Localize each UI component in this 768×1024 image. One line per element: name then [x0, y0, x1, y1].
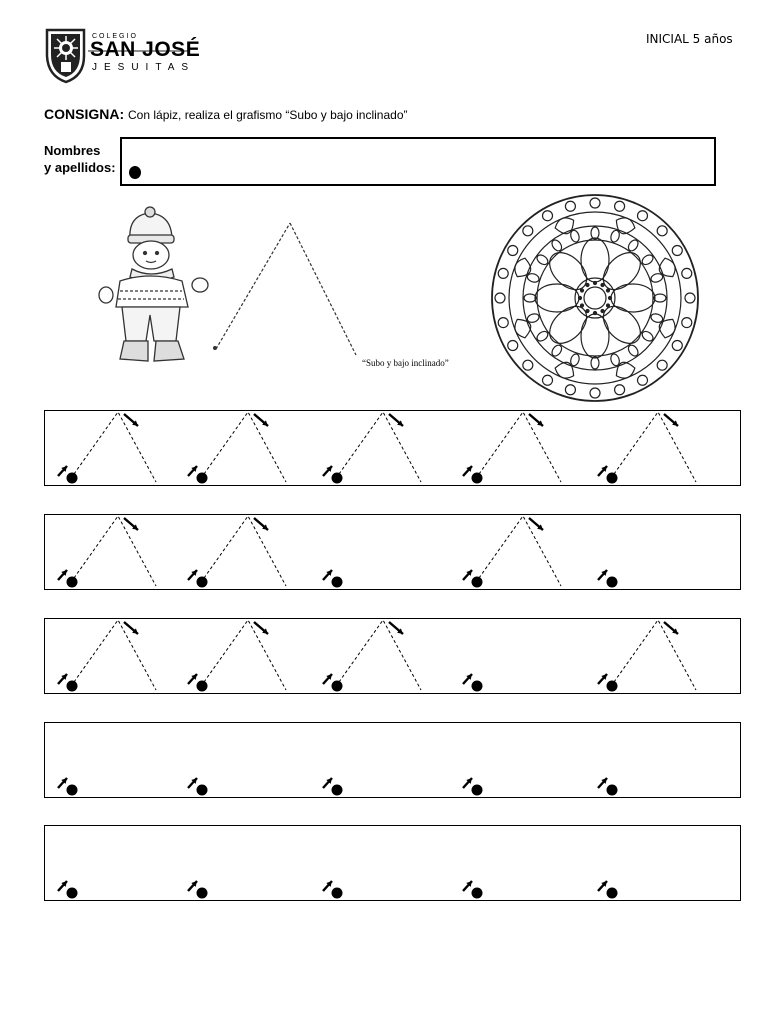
start-dot: [67, 681, 78, 692]
dashed-guide: [204, 620, 286, 690]
up-arrow-icon: [598, 881, 607, 891]
down-arrow-icon: [254, 622, 268, 634]
start-dot: [67, 577, 78, 588]
up-arrow-icon: [598, 466, 607, 476]
logo-small-text: COLEGIO: [92, 33, 138, 40]
up-arrow-icon: [323, 674, 332, 684]
start-dot: [197, 473, 208, 484]
start-dot: [607, 577, 618, 588]
up-arrow-icon: [58, 881, 67, 891]
down-arrow-icon: [389, 622, 403, 634]
down-arrow-icon: [254, 518, 268, 530]
up-arrow-icon: [58, 778, 67, 788]
down-arrow-icon: [124, 518, 138, 530]
start-dot: [607, 888, 618, 899]
up-arrow-icon: [463, 466, 472, 476]
start-dot: [332, 681, 343, 692]
start-dot: [197, 681, 208, 692]
up-arrow-icon: [463, 674, 472, 684]
start-dot: [472, 888, 483, 899]
up-arrow-icon: [463, 881, 472, 891]
dashed-guide: [74, 412, 156, 482]
start-dot: [67, 473, 78, 484]
start-dot: [607, 785, 618, 796]
up-arrow-icon: [188, 881, 197, 891]
start-dot: [197, 577, 208, 588]
instruction-text: Con lápiz, realiza el grafismo “Subo y bajo inclinado”: [128, 108, 408, 122]
start-dot: [472, 577, 483, 588]
up-arrow-icon: [463, 570, 472, 580]
dashed-guide: [204, 412, 286, 482]
level-label: INICIAL 5 años: [646, 32, 733, 46]
dashed-guide: [614, 412, 696, 482]
up-arrow-icon: [188, 570, 197, 580]
dashed-guide: [479, 516, 561, 586]
start-dot: [607, 473, 618, 484]
down-arrow-icon: [389, 414, 403, 426]
dashed-guide: [204, 516, 286, 586]
down-arrow-icon: [529, 414, 543, 426]
up-arrow-icon: [323, 466, 332, 476]
start-dot: [332, 888, 343, 899]
dashed-guide: [339, 412, 421, 482]
up-arrow-icon: [188, 674, 197, 684]
logo-school-name: SAN JOSÉ: [90, 38, 201, 61]
example-caption: “Subo y bajo inclinado”: [362, 358, 449, 368]
instruction-label: CONSIGNA:: [44, 106, 125, 122]
start-dot: [67, 888, 78, 899]
up-arrow-icon: [463, 778, 472, 788]
up-arrow-icon: [188, 466, 197, 476]
up-arrow-icon: [58, 674, 67, 684]
dashed-guide: [74, 620, 156, 690]
start-dot: [332, 577, 343, 588]
up-arrow-icon: [58, 466, 67, 476]
up-arrow-icon: [188, 778, 197, 788]
start-dot: [197, 888, 208, 899]
dashed-guide: [339, 620, 421, 690]
names-label-line2: y apellidos:: [44, 160, 116, 175]
down-arrow-icon: [529, 518, 543, 530]
down-arrow-icon: [664, 622, 678, 634]
start-dot: [332, 473, 343, 484]
up-arrow-icon: [323, 778, 332, 788]
start-dot: [67, 785, 78, 796]
up-arrow-icon: [58, 570, 67, 580]
down-arrow-icon: [124, 414, 138, 426]
start-dot: [472, 473, 483, 484]
start-dot: [197, 785, 208, 796]
logo-subtitle: JESUITAS: [92, 62, 196, 73]
dashed-guide: [614, 620, 696, 690]
up-arrow-icon: [323, 881, 332, 891]
up-arrow-icon: [598, 778, 607, 788]
down-arrow-icon: [124, 622, 138, 634]
dashed-guide: [74, 516, 156, 586]
start-dot: [332, 785, 343, 796]
up-arrow-icon: [323, 570, 332, 580]
down-arrow-icon: [664, 414, 678, 426]
up-arrow-icon: [598, 674, 607, 684]
dashed-guide: [479, 412, 561, 482]
names-label-line1: Nombres: [44, 143, 101, 158]
down-arrow-icon: [254, 414, 268, 426]
start-dot: [607, 681, 618, 692]
up-arrow-icon: [598, 570, 607, 580]
start-dot: [472, 785, 483, 796]
start-dot: [472, 681, 483, 692]
